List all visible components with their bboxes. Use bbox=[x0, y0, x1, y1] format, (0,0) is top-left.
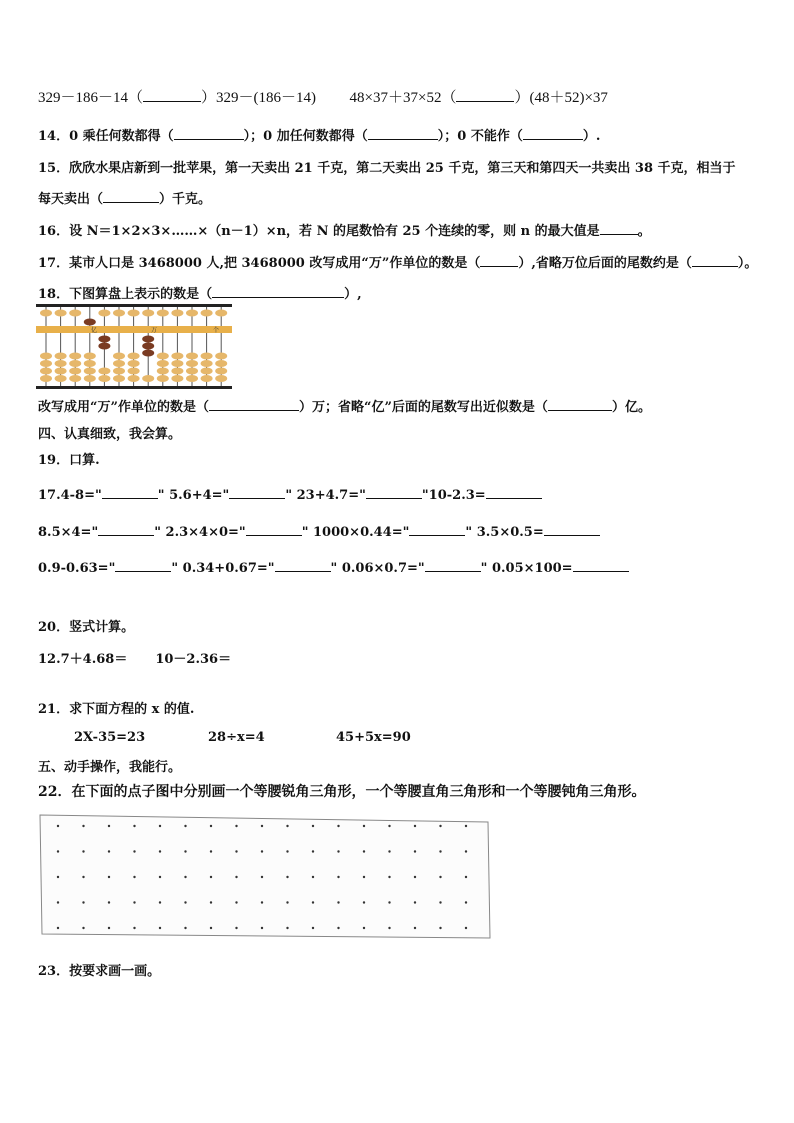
abacus-bead-lower bbox=[84, 375, 96, 382]
abacus-bead-upper bbox=[40, 310, 52, 317]
q18-blank-1[interactable] bbox=[212, 285, 344, 298]
q18-line-2 bbox=[38, 396, 651, 415]
q20-expression-2: 10－2.36＝ bbox=[155, 652, 232, 667]
grid-dot[interactable] bbox=[388, 850, 390, 852]
grid-dot[interactable] bbox=[388, 927, 390, 929]
q13-line bbox=[38, 86, 608, 107]
grid-dot[interactable] bbox=[108, 825, 110, 827]
q20-expressions bbox=[38, 648, 231, 667]
q17-text-1: 某市人口是 3468000 人,把 3468000 改写成用“万”作单位的数是（ bbox=[69, 256, 481, 271]
abacus-bead-lower bbox=[40, 360, 52, 367]
grid-dot[interactable] bbox=[337, 850, 339, 852]
grid-dot[interactable] bbox=[159, 876, 161, 878]
q22-text: 在下面的点子图中分别画一个等腰锐角三角形，一个等腰直角三角形和一个等腰钝角三角形。 bbox=[71, 784, 646, 800]
grid-dot[interactable] bbox=[388, 876, 390, 878]
q22-line bbox=[38, 781, 645, 801]
grid-dot[interactable] bbox=[210, 901, 212, 903]
grid-dot[interactable] bbox=[57, 850, 59, 852]
abacus-bead-lower bbox=[201, 368, 213, 375]
abacus-bead-lower bbox=[69, 360, 81, 367]
q16-blank[interactable] bbox=[600, 222, 638, 235]
abacus-bead-lower bbox=[157, 375, 169, 382]
q18-text-5: ）亿。 bbox=[611, 400, 651, 415]
abacus-bead-lower bbox=[171, 360, 183, 367]
q19-r3-item-4: " 0.05×100= bbox=[480, 561, 573, 576]
q19-r1-blank-4[interactable] bbox=[486, 486, 542, 499]
q19-r2-blank-4[interactable] bbox=[544, 523, 600, 536]
grid-dot[interactable] bbox=[57, 876, 59, 878]
q19-r3-blank-4[interactable] bbox=[573, 559, 629, 572]
q19-r1-item-2: " 5.6+4=" bbox=[157, 488, 230, 503]
q17-text-3: ）。 bbox=[737, 256, 758, 271]
q20-title: 竖式计算。 bbox=[69, 620, 135, 635]
grid-dot[interactable] bbox=[235, 927, 237, 929]
q15-text-2: 每天卖出（ bbox=[38, 192, 104, 207]
q16-text-1: 设 N＝1×2×3×……×（n－1）×n，若 N 的尾数恰有 25 个连续的零，则 n 的最大值是 bbox=[69, 224, 600, 239]
abacus-bead-lower bbox=[128, 375, 140, 382]
q19-row-1 bbox=[38, 486, 542, 503]
grid-dot[interactable] bbox=[261, 901, 263, 903]
q19-row-2 bbox=[38, 523, 600, 540]
q14-text-2: ）；0 加任何数都得（ bbox=[243, 129, 368, 144]
section-5-heading: 五、动手操作，我能行。 bbox=[38, 760, 182, 775]
abacus-top-frame bbox=[36, 304, 232, 307]
q19-r2-item-4: " 3.5×0.5= bbox=[465, 525, 544, 540]
abacus-bead-lower bbox=[142, 375, 154, 382]
q21-equation-2: 28÷x=4 bbox=[208, 730, 265, 745]
q13-right-a: 329－(186－14) bbox=[216, 90, 317, 106]
q15-text-3: ）千克。 bbox=[159, 192, 212, 207]
abacus-label-yi: 亿 bbox=[91, 327, 98, 334]
abacus-bead-lower bbox=[40, 368, 52, 375]
abacus-bead-upper bbox=[201, 310, 213, 317]
grid-dot[interactable] bbox=[312, 901, 314, 903]
q21-equation-3: 45+5x=90 bbox=[336, 730, 411, 745]
abacus-bead-lower bbox=[201, 353, 213, 360]
q14-blank-2[interactable] bbox=[368, 127, 438, 140]
abacus-bead-lower bbox=[128, 368, 140, 375]
abacus-bead-lower bbox=[84, 368, 96, 375]
q14-line bbox=[38, 125, 600, 144]
q19-r1-blank-3[interactable] bbox=[366, 486, 422, 499]
grid-dot[interactable] bbox=[210, 850, 212, 852]
grid-dot[interactable] bbox=[210, 825, 212, 827]
q17-number: 17． bbox=[38, 256, 70, 271]
dot-grid-frame bbox=[40, 815, 490, 938]
grid-dot[interactable] bbox=[159, 850, 161, 852]
grid-dot[interactable] bbox=[286, 901, 288, 903]
abacus-bead-lower bbox=[98, 375, 110, 382]
q23-text: 按要求画一画。 bbox=[69, 964, 161, 979]
q23-number: 23． bbox=[38, 964, 70, 979]
grid-dot[interactable] bbox=[235, 850, 237, 852]
grid-dot[interactable] bbox=[133, 850, 135, 852]
abacus-bead-lower bbox=[157, 353, 169, 360]
q13-blank-b[interactable] bbox=[456, 89, 514, 102]
abacus-bead-lower bbox=[55, 375, 67, 382]
q14-number: 14． bbox=[38, 129, 70, 144]
grid-dot[interactable] bbox=[261, 850, 263, 852]
q14-text-1: 0 乘任何数都得（ bbox=[69, 129, 174, 144]
grid-dot[interactable] bbox=[133, 901, 135, 903]
grid-dot[interactable] bbox=[159, 825, 161, 827]
abacus-bead-upper bbox=[84, 319, 96, 326]
q15-number: 15． bbox=[38, 161, 70, 176]
grid-dot[interactable] bbox=[363, 825, 365, 827]
abacus-bead-lower bbox=[201, 375, 213, 382]
grid-dot[interactable] bbox=[337, 927, 339, 929]
q18-text-3: 改写成用“万”作单位的数是（ bbox=[38, 400, 209, 415]
abacus-bead-upper bbox=[113, 310, 125, 317]
grid-dot[interactable] bbox=[184, 850, 186, 852]
q19-row-3 bbox=[38, 559, 629, 576]
abacus-bead-lower bbox=[40, 375, 52, 382]
q21-number: 21． bbox=[38, 702, 70, 717]
abacus-bead-upper bbox=[171, 310, 183, 317]
grid-dot[interactable] bbox=[439, 825, 441, 827]
grid-dot[interactable] bbox=[363, 901, 365, 903]
grid-dot[interactable] bbox=[108, 876, 110, 878]
q19-r3-item-2: " 0.34+0.67=" bbox=[171, 561, 275, 576]
abacus-bead-lower bbox=[171, 375, 183, 382]
q14-blank-1[interactable] bbox=[174, 127, 244, 140]
grid-dot[interactable] bbox=[184, 876, 186, 878]
grid-dot[interactable] bbox=[465, 927, 467, 929]
grid-dot[interactable] bbox=[184, 825, 186, 827]
grid-dot[interactable] bbox=[414, 901, 416, 903]
q13-right-b: (48＋52)×37 bbox=[529, 90, 608, 106]
q18-text-1: 下图算盘上表示的数是（ bbox=[69, 287, 213, 302]
abacus-bead-lower bbox=[142, 343, 154, 350]
q16-line bbox=[38, 220, 651, 239]
abacus-bead-lower bbox=[186, 360, 198, 367]
abacus-bead-lower bbox=[69, 375, 81, 382]
abacus-bead-lower bbox=[171, 368, 183, 375]
q19-r3-item-3: " 0.06×0.7=" bbox=[330, 561, 425, 576]
grid-dot[interactable] bbox=[159, 927, 161, 929]
abacus-bead-upper bbox=[215, 310, 227, 317]
abacus-beam bbox=[36, 326, 232, 333]
q19-r2-blank-3[interactable] bbox=[409, 523, 465, 536]
grid-dot[interactable] bbox=[82, 927, 84, 929]
q18-number: 18． bbox=[38, 287, 70, 302]
grid-dot[interactable] bbox=[312, 876, 314, 878]
q15-line-1 bbox=[38, 157, 736, 176]
grid-dot[interactable] bbox=[465, 876, 467, 878]
abacus-bead-lower bbox=[55, 353, 67, 360]
grid-dot[interactable] bbox=[414, 876, 416, 878]
grid-dot[interactable] bbox=[133, 876, 135, 878]
q18-blank-2[interactable] bbox=[209, 398, 299, 411]
grid-dot[interactable] bbox=[388, 825, 390, 827]
abacus-bead-lower bbox=[215, 353, 227, 360]
grid-dot[interactable] bbox=[108, 927, 110, 929]
grid-dot[interactable] bbox=[439, 901, 441, 903]
q18-blank-3[interactable] bbox=[548, 398, 612, 411]
abacus-label-wan: 万 bbox=[151, 327, 158, 334]
grid-dot[interactable] bbox=[337, 825, 339, 827]
abacus-bead-upper bbox=[69, 310, 81, 317]
grid-dot[interactable] bbox=[363, 927, 365, 929]
q19-r1-item-1: 17.4-8=" bbox=[38, 488, 102, 503]
grid-dot[interactable] bbox=[108, 901, 110, 903]
abacus-bead-upper bbox=[128, 310, 140, 317]
q16-number: 16． bbox=[38, 224, 70, 239]
grid-dot[interactable] bbox=[57, 927, 59, 929]
q13-close-a: ） bbox=[201, 90, 217, 106]
q19-r3-item-1: 0.9-0.63=" bbox=[38, 561, 116, 576]
abacus-bead-lower bbox=[55, 368, 67, 375]
abacus-bead-lower bbox=[186, 375, 198, 382]
grid-dot[interactable] bbox=[286, 850, 288, 852]
grid-dot[interactable] bbox=[439, 927, 441, 929]
grid-dot[interactable] bbox=[465, 850, 467, 852]
q17-text-2: ）,省略万位后面的尾数约是（ bbox=[518, 256, 692, 271]
q15-text-1: 欣欣水果店新到一批苹果，第一天卖出 21 千克，第二天卖出 25 千克，第三天和第四天一共卖出 38 千克，相当于 bbox=[69, 161, 736, 176]
grid-dot[interactable] bbox=[133, 927, 135, 929]
q14-text-3: ）；0 不能作（ bbox=[437, 129, 523, 144]
q18-text-4: ）万；省略“亿”后面的尾数写出近似数是（ bbox=[298, 400, 548, 415]
grid-dot[interactable] bbox=[414, 825, 416, 827]
q19-r3-blank-1[interactable] bbox=[115, 559, 171, 572]
q19-r1-item-4: "10-2.3= bbox=[421, 488, 486, 503]
q21-title-line bbox=[38, 698, 194, 717]
grid-dot[interactable] bbox=[184, 901, 186, 903]
q20-title-line bbox=[38, 616, 134, 635]
q15-blank[interactable] bbox=[103, 190, 159, 203]
q21-equation-1: 2X-35=23 bbox=[74, 730, 146, 745]
q21-title: 求下面方程的 x 的值. bbox=[69, 702, 195, 717]
section-4-heading: 四、认真细致，我会算。 bbox=[38, 427, 182, 442]
q17-blank-1[interactable] bbox=[480, 254, 518, 267]
grid-dot[interactable] bbox=[210, 927, 212, 929]
grid-dot[interactable] bbox=[337, 901, 339, 903]
abacus-bead-lower bbox=[157, 368, 169, 375]
abacus-bottom-frame bbox=[36, 386, 232, 389]
abacus-bead-upper bbox=[98, 310, 110, 317]
abacus-bead-upper bbox=[186, 310, 198, 317]
grid-dot[interactable] bbox=[82, 825, 84, 827]
grid-dot[interactable] bbox=[286, 876, 288, 878]
abacus-bead-lower bbox=[142, 336, 154, 343]
abacus-bead-lower bbox=[113, 353, 125, 360]
abacus-bead-lower bbox=[215, 368, 227, 375]
abacus-bead-lower bbox=[171, 353, 183, 360]
q13-close-b: ） bbox=[514, 90, 530, 106]
grid-dot[interactable] bbox=[286, 825, 288, 827]
grid-dot[interactable] bbox=[439, 850, 441, 852]
q23-line bbox=[38, 960, 160, 979]
abacus-bead-lower bbox=[98, 368, 110, 375]
grid-dot[interactable] bbox=[57, 901, 59, 903]
grid-dot[interactable] bbox=[210, 876, 212, 878]
grid-dot[interactable] bbox=[465, 825, 467, 827]
q17-line bbox=[38, 252, 757, 271]
dot-grid[interactable] bbox=[38, 812, 492, 940]
grid-dot[interactable] bbox=[133, 825, 135, 827]
abacus-bead-lower bbox=[55, 360, 67, 367]
grid-dot[interactable] bbox=[261, 876, 263, 878]
abacus-bead-lower bbox=[142, 350, 154, 357]
grid-dot[interactable] bbox=[82, 850, 84, 852]
abacus-bead-lower bbox=[215, 375, 227, 382]
q19-title-line bbox=[38, 449, 100, 468]
grid-dot[interactable] bbox=[439, 876, 441, 878]
q20-expression-1: 12.7＋4.68＝ bbox=[38, 652, 128, 667]
grid-dot[interactable] bbox=[414, 850, 416, 852]
grid-dot[interactable] bbox=[337, 876, 339, 878]
grid-dot[interactable] bbox=[414, 927, 416, 929]
q19-number: 19． bbox=[38, 453, 70, 468]
q16-text-2: 。 bbox=[637, 224, 651, 239]
grid-dot[interactable] bbox=[363, 876, 365, 878]
q19-title: 口算. bbox=[69, 453, 100, 468]
abacus-bead-lower bbox=[201, 360, 213, 367]
grid-dot[interactable] bbox=[312, 850, 314, 852]
q19-r2-blank-1[interactable] bbox=[98, 523, 154, 536]
abacus-bead-lower bbox=[128, 360, 140, 367]
q19-r1-blank-2[interactable] bbox=[229, 486, 285, 499]
q18-text-2: ）, bbox=[344, 287, 362, 302]
q22-number: 22． bbox=[38, 784, 72, 800]
grid-dot[interactable] bbox=[159, 901, 161, 903]
abacus-bead-lower bbox=[84, 360, 96, 367]
q19-r3-blank-2[interactable] bbox=[275, 559, 331, 572]
q14-text-4: ）. bbox=[582, 129, 601, 144]
abacus-bead-upper bbox=[157, 310, 169, 317]
grid-dot[interactable] bbox=[235, 876, 237, 878]
grid-dot[interactable] bbox=[235, 901, 237, 903]
grid-dot[interactable] bbox=[465, 901, 467, 903]
q19-r3-blank-3[interactable] bbox=[425, 559, 481, 572]
q19-r2-item-2: " 2.3×4×0=" bbox=[154, 525, 246, 540]
q19-r2-item-1: 8.5×4=" bbox=[38, 525, 99, 540]
grid-dot[interactable] bbox=[312, 825, 314, 827]
grid-dot[interactable] bbox=[312, 927, 314, 929]
grid-dot[interactable] bbox=[235, 825, 237, 827]
abacus-bead-lower bbox=[157, 360, 169, 367]
grid-dot[interactable] bbox=[286, 927, 288, 929]
q19-r2-blank-2[interactable] bbox=[246, 523, 302, 536]
abacus-bead-lower bbox=[186, 368, 198, 375]
grid-dot[interactable] bbox=[363, 850, 365, 852]
abacus-bead-lower bbox=[98, 343, 110, 350]
grid-dot[interactable] bbox=[261, 825, 263, 827]
q20-number: 20． bbox=[38, 620, 70, 635]
q19-r2-item-3: " 1000×0.44=" bbox=[301, 525, 410, 540]
q19-r1-blank-1[interactable] bbox=[102, 486, 158, 499]
q13-left-a: 329－186－14（ bbox=[38, 90, 144, 106]
abacus-bead-lower bbox=[40, 353, 52, 360]
q14-blank-3[interactable] bbox=[523, 127, 583, 140]
abacus-bead-upper bbox=[55, 310, 67, 317]
abacus-figure bbox=[36, 304, 232, 390]
abacus-bead-lower bbox=[113, 375, 125, 382]
grid-dot[interactable] bbox=[82, 876, 84, 878]
grid-dot[interactable] bbox=[184, 927, 186, 929]
q13-blank-a[interactable] bbox=[143, 89, 201, 102]
grid-dot[interactable] bbox=[261, 927, 263, 929]
abacus-bead-lower bbox=[113, 368, 125, 375]
abacus-bead-lower bbox=[98, 336, 110, 343]
abacus-bead-upper bbox=[142, 310, 154, 317]
abacus-bead-lower bbox=[186, 353, 198, 360]
abacus-bead-lower bbox=[128, 353, 140, 360]
q15-line-2 bbox=[38, 188, 211, 207]
abacus-bead-lower bbox=[113, 360, 125, 367]
abacus-bead-lower bbox=[69, 368, 81, 375]
abacus-bead-lower bbox=[84, 353, 96, 360]
q19-r1-item-3: " 23+4.7=" bbox=[285, 488, 366, 503]
abacus-bead-lower bbox=[215, 360, 227, 367]
grid-dot[interactable] bbox=[108, 850, 110, 852]
grid-dot[interactable] bbox=[388, 901, 390, 903]
q18-line-1 bbox=[38, 283, 362, 302]
q17-blank-2[interactable] bbox=[692, 254, 738, 267]
abacus-label-ge: 个 bbox=[213, 327, 220, 334]
q13-left-b: 48×37＋37×52（ bbox=[349, 90, 457, 106]
grid-dot[interactable] bbox=[82, 901, 84, 903]
abacus-bead-lower bbox=[69, 353, 81, 360]
grid-dot[interactable] bbox=[57, 825, 59, 827]
